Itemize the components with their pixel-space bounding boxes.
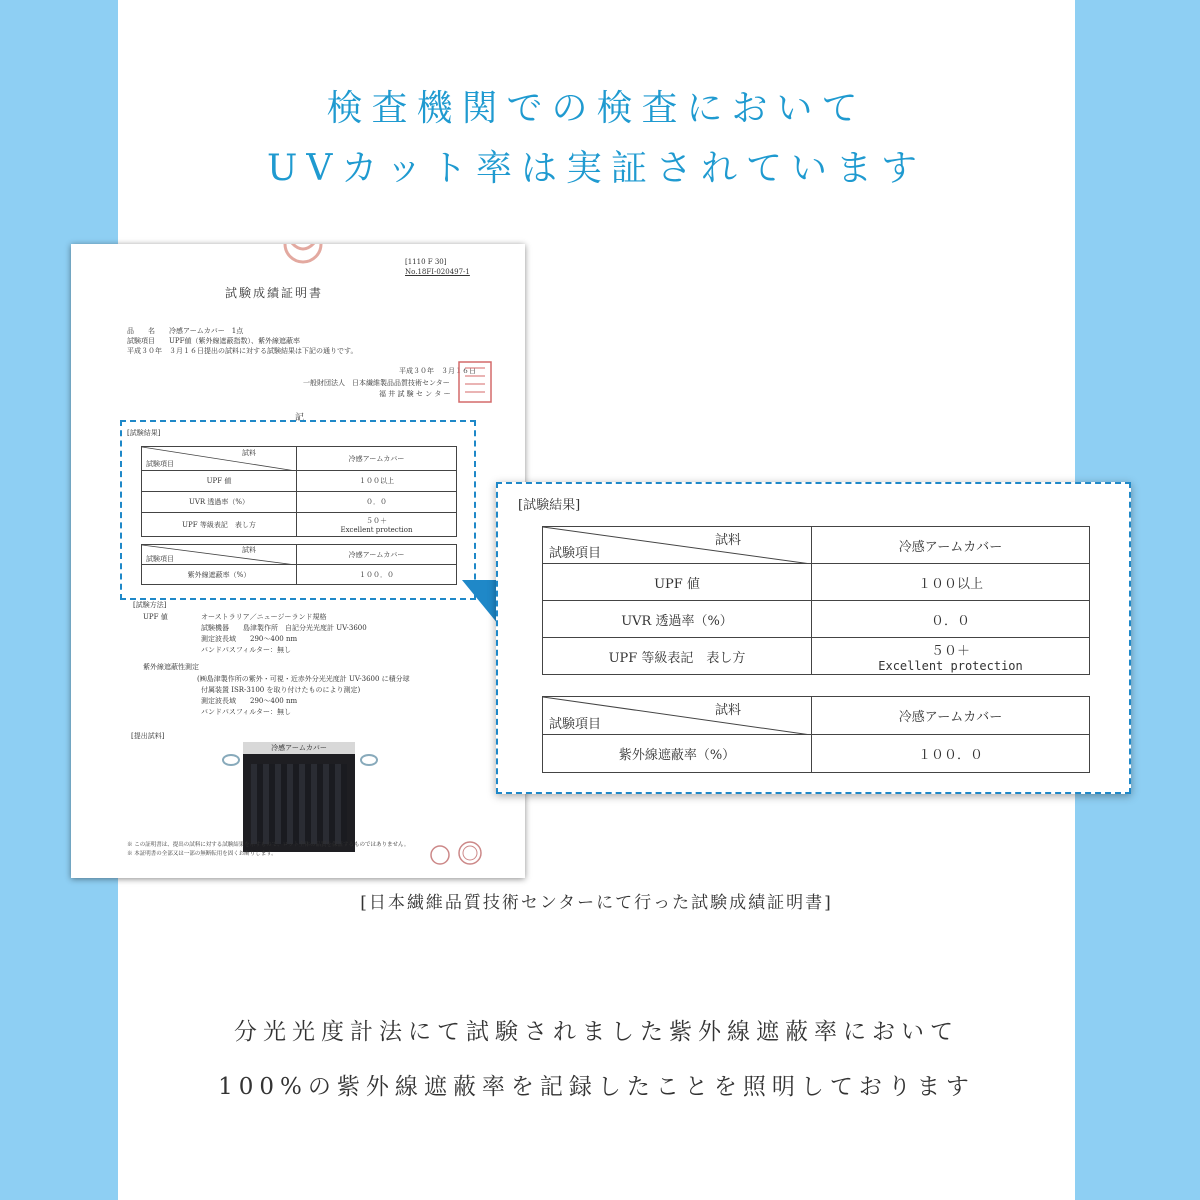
form-code: [1110 F 30] (405, 258, 447, 266)
fabric-texture (251, 764, 347, 844)
results-zoom-panel (496, 482, 1131, 794)
round-stamp-icon (429, 844, 451, 866)
sample-header: 試料 (242, 546, 256, 554)
row-value: １００以上 (812, 564, 1090, 601)
certificate-number: No.18FI-020497-1 (405, 268, 470, 276)
issue-date: 平成３０年 ３月１６日 (399, 367, 476, 375)
arm-cover-sample-image (243, 742, 355, 852)
clip-icon (221, 752, 245, 768)
sample-heading: [提出試料] (131, 732, 165, 740)
item-header: 試験項目 (549, 717, 602, 732)
seal-emblem-icon (281, 244, 325, 270)
intro-line: 平成３０年 ３月１６日提出の試料に対する試験結果は下記の通りです。 (127, 347, 358, 355)
product-header: 冷感アームカバー (812, 697, 1090, 735)
row-value: １００．０ (297, 565, 457, 585)
row-value: １００以上 (297, 471, 457, 492)
sample-header: 試料 (714, 703, 741, 718)
row-label: UPF 等級表記 表し方 (142, 513, 297, 537)
method-block-label: 紫外線遮蔽性測定 (143, 663, 199, 671)
body-line-1: 分光光度計法にて試験されました紫外線遮蔽率において (234, 1019, 959, 1045)
shield-table (542, 696, 1090, 773)
test-item-line: 試験項目 UPF値（紫外線遮蔽指数）、紫外線遮蔽率 (127, 337, 300, 345)
results-table (542, 526, 1090, 675)
item-header: 試験項目 (146, 555, 174, 563)
product-header: 冷感アームカバー (812, 527, 1090, 564)
results-heading-small: [試験結果] (127, 429, 161, 437)
method-block-line: (㈱島津製作所の紫外・可視・近赤外分光光度計 UV-3600 に積分球 (197, 675, 410, 683)
grade-value-2: Excellent protection (340, 525, 413, 534)
row-label: 紫外線遮蔽率（%） (142, 565, 297, 585)
product-header: 冷感アームカバー (297, 447, 457, 471)
method-upf-line: バンドパスフィルター：無し (201, 646, 292, 654)
method-block-line: バンドパスフィルター：無し (201, 708, 292, 716)
issuer-org: 一般財団法人 日本繊維製品品質技術センター (303, 379, 450, 387)
diagonal-header-cell (543, 527, 812, 564)
method-block-line: 測定波長域 290～400 nm (201, 697, 298, 705)
results-heading: [試験結果] (518, 498, 581, 513)
row-value: ０．０ (297, 492, 457, 513)
highlight-frame (120, 420, 476, 600)
method-block-line: 付属装置 ISR-3100 を取り付けたものにより測定) (201, 686, 361, 694)
method-upf-line: オーストラリア／ニュージーランド規格 (201, 613, 327, 621)
row-label: UVR 透過率（%） (142, 492, 297, 513)
row-label: UPF 値 (543, 564, 812, 601)
row-label: UPF 等級表記 表し方 (543, 638, 812, 675)
sample-header: 試料 (714, 533, 741, 548)
method-upf-line: 測定波長域 290～400 nm (201, 635, 298, 643)
issuer-branch: 福 井 試 験 セ ン タ ー (379, 390, 451, 398)
diagonal-header-cell (543, 697, 812, 735)
method-heading: [試験方法] (133, 601, 167, 609)
headline-line-1: 検査機関での検査において (326, 88, 867, 129)
body-line-2: 100%の紫外線遮蔽率を記録したことを照明しております (218, 1074, 975, 1100)
certificate-caption: [日本繊維品質技術センターにて行った試験成績証明書] (360, 893, 833, 913)
item-header: 試験項目 (146, 460, 174, 468)
row-value (812, 638, 1090, 675)
headline-line-2: UVカット率は実証されています (267, 148, 926, 189)
footnote: ※ 本証明書の全部又は一部の無断転用を固くお断りします。 (127, 851, 277, 857)
product-line: 品 名 冷感アームカバー 1点 (127, 327, 244, 335)
method-upf-line: 試験機器 島津製作所 自記分光光度計 UV-3600 (201, 624, 367, 632)
method-upf-label: UPF 値 (143, 613, 168, 621)
grade-value-2: Excellent protection (878, 658, 1023, 673)
round-stamp-icon (457, 840, 483, 866)
footnote: ※ この証明書は、提出の試料に対する試験結果を示すもので、ロット全体の品質を保証するものではありません。 (127, 842, 410, 848)
grade-value: ５０＋ (930, 643, 970, 659)
callout-arrow-icon (462, 580, 498, 624)
row-label: 紫外線遮蔽率（%） (543, 735, 812, 773)
sample-label: 冷感アームカバー (243, 742, 355, 754)
certificate-title: 試験成績証明書 (225, 286, 324, 300)
item-header: 試験項目 (549, 546, 602, 561)
row-value: ０．０ (812, 601, 1090, 638)
sample-header: 試料 (242, 449, 256, 457)
red-stamp-icon (457, 360, 493, 404)
clip-icon (357, 752, 381, 768)
row-label: UVR 透過率（%） (543, 601, 812, 638)
product-header: 冷感アームカバー (297, 545, 457, 565)
record-mark: 記 (295, 413, 305, 423)
row-label: UPF 値 (142, 471, 297, 492)
grade-value: ５０＋ (366, 516, 387, 525)
row-value: １００．０ (812, 735, 1090, 773)
